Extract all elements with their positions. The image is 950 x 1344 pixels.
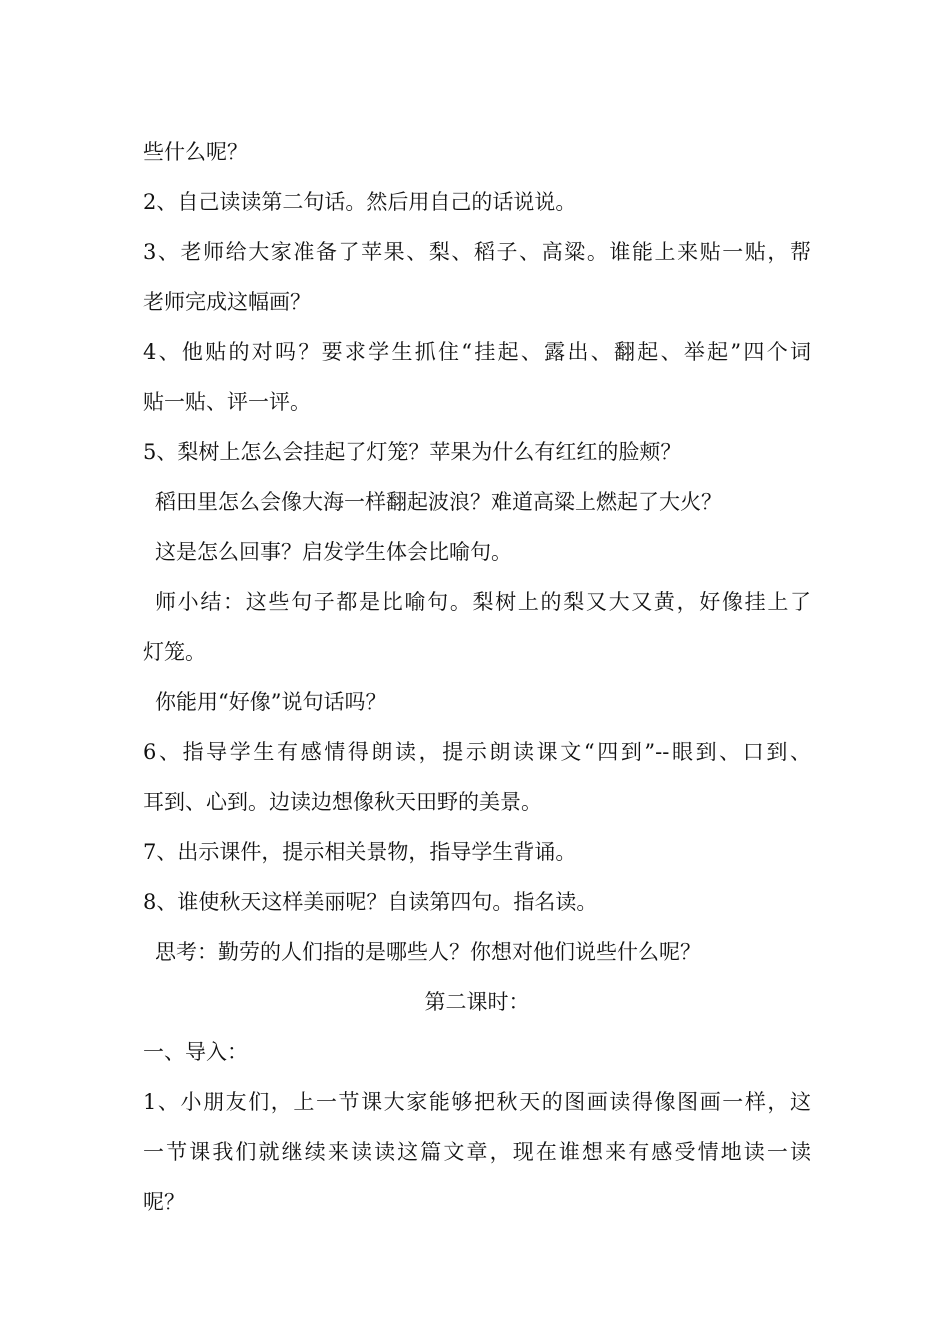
text-line: 这是怎么回事？启发学生体会比喻句。 bbox=[155, 540, 512, 564]
section-heading: 第二课时： bbox=[424, 990, 530, 1014]
document-body bbox=[143, 136, 811, 1236]
text-line: 耳到、心到。边读边想像秋天田野的美景。 bbox=[143, 790, 542, 814]
text-line: 一、导入： bbox=[143, 1040, 248, 1064]
text-line: 思考：勤劳的人们指的是哪些人？你想对他们说些什么呢？ bbox=[155, 940, 701, 964]
text-line: 1、小朋友们，上一节课大家能够把秋天的图画读得像图画一样，这 bbox=[143, 1090, 811, 1114]
text-line: 3、老师给大家准备了苹果、梨、稻子、高粱。谁能上来贴一贴，帮 bbox=[143, 240, 811, 264]
text-line: 老师完成这幅画？ bbox=[143, 290, 311, 314]
text-line: 呢？ bbox=[143, 1190, 185, 1214]
text-line: 5、梨树上怎么会挂起了灯笼？苹果为什么有红红的脸颊？ bbox=[143, 440, 682, 464]
text-line: 你能用“好像”说句话吗？ bbox=[155, 690, 387, 714]
text-line: 7、出示课件，提示相关景物，指导学生背诵。 bbox=[143, 840, 577, 864]
text-line: 贴一贴、评一评。 bbox=[143, 390, 311, 414]
text-line: 师小结：这些句子都是比喻句。梨树上的梨又大又黄，好像挂上了 bbox=[155, 590, 811, 614]
text-line: 稻田里怎么会像大海一样翻起波浪？难道高粱上燃起了大火？ bbox=[155, 490, 722, 514]
text-line: 2、自己读读第二句话。然后用自己的话说说。 bbox=[143, 190, 577, 214]
text-line: 灯笼。 bbox=[143, 640, 206, 664]
text-line: 6、指导学生有感情得朗读，提示朗读课文“四到”--眼到、口到、 bbox=[143, 740, 811, 764]
text-line: 8、谁使秋天这样美丽呢？自读第四句。指名读。 bbox=[143, 890, 598, 914]
text-line: 4、他贴的对吗？要求学生抓住“挂起、露出、翻起、举起”四个词 bbox=[143, 340, 811, 364]
text-line: 些什么呢？ bbox=[143, 140, 248, 164]
text-line: 一节课我们就继续来读读这篇文章，现在谁想来有感受情地读一读 bbox=[143, 1140, 811, 1164]
